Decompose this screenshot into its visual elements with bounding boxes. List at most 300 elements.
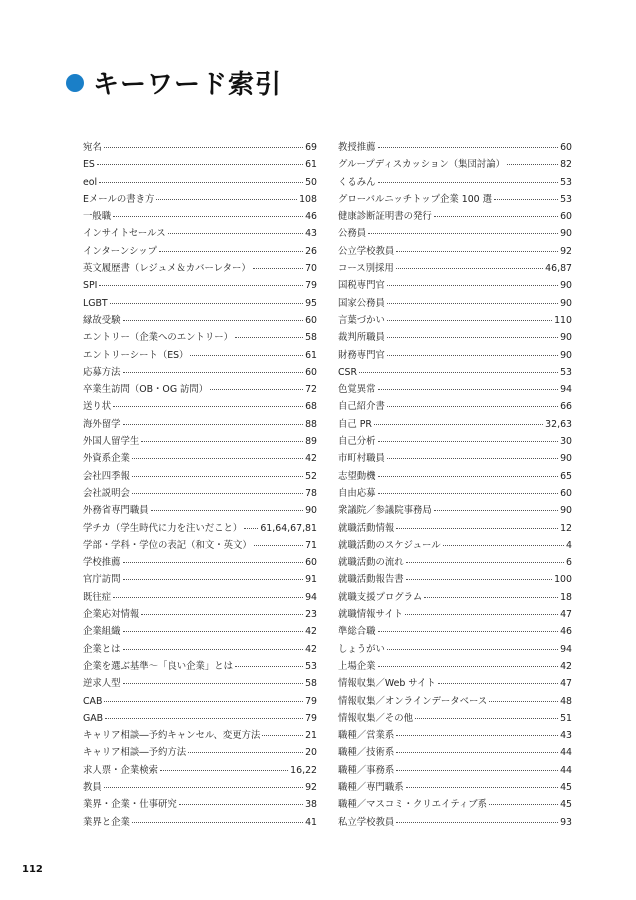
index-entry xyxy=(338,658,572,675)
index-page-ref: 4 xyxy=(566,539,572,551)
index-term: 公務員 xyxy=(338,228,367,240)
index-page-ref: 23 xyxy=(305,609,317,621)
dot-leader xyxy=(104,700,303,702)
index-page-ref: 61,64,67,81 xyxy=(260,522,317,534)
dot-leader xyxy=(141,613,303,615)
index-entry xyxy=(338,312,572,329)
dot-leader xyxy=(235,336,303,338)
index-page-ref: 65 xyxy=(560,470,572,482)
index-entry xyxy=(338,277,572,294)
dot-leader xyxy=(159,250,303,252)
index-page-ref: 92 xyxy=(305,781,317,793)
dot-leader xyxy=(396,250,558,252)
index-page-ref: 45 xyxy=(560,781,572,793)
index-entry xyxy=(83,468,317,485)
index-term: 職種／営業系 xyxy=(338,730,395,742)
index-page-ref: 108 xyxy=(299,193,317,205)
index-page-ref: 26 xyxy=(305,245,317,257)
index-entry xyxy=(338,762,572,779)
index-page-ref: 53 xyxy=(560,193,572,205)
index-term: 準総合職 xyxy=(338,626,376,638)
index-page-ref: 78 xyxy=(305,487,317,499)
dot-leader xyxy=(443,544,564,546)
dot-leader xyxy=(387,284,558,286)
index-term: 就職情報サイト xyxy=(338,609,403,621)
index-entry xyxy=(83,485,317,502)
dot-leader xyxy=(396,821,558,823)
index-entry xyxy=(338,347,572,364)
index-entry xyxy=(83,450,317,467)
index-term: 業界・企業・仕事研究 xyxy=(83,799,177,811)
index-page-ref: 70 xyxy=(305,263,317,275)
index-page-ref: 53 xyxy=(305,660,317,672)
dot-leader xyxy=(434,509,558,511)
index-term: 企業を選ぶ基準〜「良い企業」とは xyxy=(83,660,234,672)
index-page-ref: 82 xyxy=(560,159,572,171)
index-term: 就職支援プログラム xyxy=(338,591,423,603)
index-entry xyxy=(338,554,572,571)
index-page-ref: 89 xyxy=(305,436,317,448)
index-page-ref: 43 xyxy=(305,228,317,240)
index-term: GAB xyxy=(83,712,104,724)
dot-leader xyxy=(123,561,304,563)
dot-leader xyxy=(378,492,559,494)
dot-leader xyxy=(132,457,303,459)
dot-leader xyxy=(378,440,559,442)
index-entry xyxy=(338,139,572,156)
dot-leader xyxy=(123,319,304,321)
index-entry xyxy=(338,744,572,761)
index-page-ref: 47 xyxy=(560,609,572,621)
index-page-ref: 90 xyxy=(560,280,572,292)
index-entry xyxy=(338,623,572,640)
index-column-right xyxy=(338,139,572,831)
dot-leader xyxy=(374,423,543,425)
index-page-ref: 66 xyxy=(560,401,572,413)
index-term: 外務省専門職員 xyxy=(83,505,149,517)
index-term: 応募方法 xyxy=(83,366,121,378)
dot-leader xyxy=(113,215,303,217)
index-page-ref: 61 xyxy=(305,349,317,361)
index-page-ref: 51 xyxy=(560,712,572,724)
dot-leader xyxy=(123,682,304,684)
index-entry xyxy=(83,260,317,277)
dot-leader xyxy=(489,803,558,805)
index-page-ref: 60 xyxy=(305,314,317,326)
index-entry xyxy=(83,693,317,710)
index-entry xyxy=(338,191,572,208)
index-entry xyxy=(338,710,572,727)
index-entry xyxy=(83,744,317,761)
index-entry xyxy=(338,156,572,173)
index-page-ref: 45 xyxy=(560,799,572,811)
index-term: 自由応募 xyxy=(338,487,376,499)
index-page-ref: 47 xyxy=(560,678,572,690)
index-page-ref: 90 xyxy=(305,505,317,517)
index-term: 自己 PR xyxy=(338,418,372,430)
index-page-ref: 46,87 xyxy=(545,263,572,275)
index-term: 言葉づかい xyxy=(338,314,385,326)
index-term: 職種／技術系 xyxy=(338,747,395,759)
dot-leader xyxy=(179,803,303,805)
index-term: 会社説明会 xyxy=(83,487,130,499)
index-term: 縁故受験 xyxy=(83,314,121,326)
index-term: キャリア相談―予約方法 xyxy=(83,747,187,759)
index-term: 学部・学科・学位の表記（和文・英文） xyxy=(83,539,252,551)
index-term: 市町村職員 xyxy=(338,453,385,465)
index-entry xyxy=(338,485,572,502)
dot-leader xyxy=(415,717,558,719)
index-term: エントリー（企業へのエントリー） xyxy=(83,332,234,344)
index-term: SPI xyxy=(83,280,98,292)
index-term: エントリーシート（ES） xyxy=(83,349,189,361)
index-entry xyxy=(338,381,572,398)
index-term: 私立学校教員 xyxy=(338,816,395,828)
index-page-ref: 42 xyxy=(305,626,317,638)
dot-leader xyxy=(406,578,552,580)
index-entry xyxy=(83,156,317,173)
index-entry xyxy=(83,364,317,381)
index-entry xyxy=(338,225,572,242)
dot-leader xyxy=(99,181,303,183)
index-page-ref: 79 xyxy=(305,695,317,707)
index-term: 会社四季報 xyxy=(83,470,130,482)
index-page-ref: 95 xyxy=(305,297,317,309)
index-entry xyxy=(83,796,317,813)
index-term: グループディスカッション（集団討論） xyxy=(338,159,505,171)
dot-leader xyxy=(387,648,558,650)
index-term: 財務専門官 xyxy=(338,349,385,361)
dot-leader xyxy=(97,163,303,165)
dot-leader xyxy=(104,786,303,788)
index-term: インサイトセールス xyxy=(83,228,166,240)
index-entry xyxy=(338,571,572,588)
dot-leader xyxy=(368,232,558,234)
index-term: 衆議院／参議院事務局 xyxy=(338,505,432,517)
index-term: CSR xyxy=(338,366,358,378)
index-term: 海外留学 xyxy=(83,418,121,430)
index-page-ref: 52 xyxy=(305,470,317,482)
dot-leader xyxy=(387,319,552,321)
index-entry xyxy=(83,243,317,260)
index-term: 逆求人型 xyxy=(83,678,121,690)
index-page-ref: 30 xyxy=(560,436,572,448)
index-entry xyxy=(83,727,317,744)
index-page-ref: 90 xyxy=(560,297,572,309)
index-entry xyxy=(338,589,572,606)
index-page-ref: 20 xyxy=(305,747,317,759)
index-term: 自己紹介書 xyxy=(338,401,385,413)
index-page-ref: 92 xyxy=(560,245,572,257)
index-term: コース別採用 xyxy=(338,263,394,275)
index-entry xyxy=(83,174,317,191)
index-term: 情報収集／オンラインデータベース xyxy=(338,695,488,707)
dot-leader xyxy=(244,527,258,529)
index-entry xyxy=(83,658,317,675)
dot-leader xyxy=(110,302,303,304)
dot-leader xyxy=(489,700,558,702)
dot-leader xyxy=(387,405,558,407)
index-page-ref: 58 xyxy=(305,332,317,344)
index-entry xyxy=(83,589,317,606)
index-page-ref: 88 xyxy=(305,418,317,430)
dot-leader xyxy=(396,769,558,771)
dot-leader xyxy=(378,665,559,667)
index-entry xyxy=(83,295,317,312)
dot-leader xyxy=(507,163,558,165)
index-entry xyxy=(338,174,572,191)
index-page-ref: 46 xyxy=(305,211,317,223)
index-term: ES xyxy=(83,159,95,171)
index-term: しょうがい xyxy=(338,643,385,655)
index-page-ref: 110 xyxy=(554,314,572,326)
dot-leader xyxy=(396,751,558,753)
index-entry xyxy=(338,779,572,796)
dot-leader xyxy=(113,405,303,407)
index-entry xyxy=(83,623,317,640)
index-entry xyxy=(338,433,572,450)
index-entry xyxy=(338,450,572,467)
index-page-ref: 32,63 xyxy=(545,418,572,430)
index-term: 国家公務員 xyxy=(338,297,385,309)
dot-leader xyxy=(168,232,303,234)
index-term: キャリア相談―予約キャンセル、変更方法 xyxy=(83,730,261,742)
index-entry xyxy=(338,364,572,381)
dot-leader xyxy=(188,751,303,753)
dot-leader xyxy=(123,371,304,373)
index-entry xyxy=(83,710,317,727)
index-term: 企業組織 xyxy=(83,626,121,638)
index-page-ref: 21 xyxy=(305,730,317,742)
index-entry xyxy=(83,520,317,537)
index-entry xyxy=(83,225,317,242)
index-entry xyxy=(83,502,317,519)
dot-leader xyxy=(132,492,303,494)
index-page-ref: 60 xyxy=(305,557,317,569)
dot-leader xyxy=(104,146,303,148)
index-entry xyxy=(83,277,317,294)
index-entry xyxy=(338,814,572,831)
index-entry xyxy=(338,537,572,554)
index-term: 教員 xyxy=(83,781,102,793)
dot-leader xyxy=(160,769,288,771)
index-entry xyxy=(338,693,572,710)
index-page-ref: 60 xyxy=(560,142,572,153)
index-term: 教授推薦 xyxy=(338,142,376,153)
index-page-ref: 16,22 xyxy=(290,764,317,776)
index-entry xyxy=(83,675,317,692)
index-entry xyxy=(83,416,317,433)
index-term: 裁判所職員 xyxy=(338,332,385,344)
index-term: CAB xyxy=(83,695,103,707)
index-page-ref: 44 xyxy=(560,747,572,759)
index-entry xyxy=(338,416,572,433)
dot-leader xyxy=(262,734,303,736)
index-term: 情報収集／その他 xyxy=(338,712,414,724)
index-term: Eメールの書き方 xyxy=(83,193,155,205)
index-page-ref: 94 xyxy=(560,384,572,396)
index-page-ref: 60 xyxy=(305,366,317,378)
index-page-ref: 90 xyxy=(560,349,572,361)
index-term: 国税専門官 xyxy=(338,280,385,292)
index-page-ref: 90 xyxy=(560,332,572,344)
index-page-ref: 71 xyxy=(305,539,317,551)
index-term: 学チカ（学生時代に力を注いだこと） xyxy=(83,522,243,534)
dot-leader xyxy=(378,146,559,148)
index-entry xyxy=(83,347,317,364)
dot-leader xyxy=(113,596,303,598)
dot-leader xyxy=(387,354,558,356)
dot-leader xyxy=(105,717,303,719)
index-term: eol xyxy=(83,176,98,188)
index-page-ref: 42 xyxy=(560,660,572,672)
dot-leader xyxy=(123,630,304,632)
index-page-ref: 94 xyxy=(305,591,317,603)
dot-leader xyxy=(494,198,558,200)
index-entry xyxy=(83,571,317,588)
dot-leader xyxy=(123,423,304,425)
index-entry xyxy=(338,468,572,485)
dot-leader xyxy=(359,371,558,373)
index-term: 既往症 xyxy=(83,591,112,603)
dot-leader xyxy=(378,630,559,632)
index-entry xyxy=(83,814,317,831)
dot-leader xyxy=(396,734,558,736)
index-entry xyxy=(338,520,572,537)
dot-leader xyxy=(396,267,543,269)
dot-leader xyxy=(387,302,558,304)
dot-leader xyxy=(387,457,558,459)
index-page-ref: 69 xyxy=(305,142,317,153)
index-term: 外国人留学生 xyxy=(83,436,140,448)
index-entry xyxy=(83,312,317,329)
index-page-ref: 68 xyxy=(305,401,317,413)
index-page-ref: 100 xyxy=(554,574,572,586)
index-term: 自己分析 xyxy=(338,436,376,448)
index-term: 健康診断証明書の発行 xyxy=(338,211,432,223)
index-entry xyxy=(83,554,317,571)
index-term: 公立学校教員 xyxy=(338,245,395,257)
index-page-ref: 38 xyxy=(305,799,317,811)
page-header xyxy=(66,64,282,101)
dot-leader xyxy=(378,475,559,477)
index-entry xyxy=(83,191,317,208)
index-term: 職種／事務系 xyxy=(338,764,395,776)
index-page-ref: 43 xyxy=(560,730,572,742)
index-page-ref: 72 xyxy=(305,384,317,396)
dot-leader xyxy=(424,596,558,598)
index-entry xyxy=(338,502,572,519)
index-term: 就職活動報告書 xyxy=(338,574,404,586)
dot-leader xyxy=(254,544,303,546)
index-page-ref: 90 xyxy=(560,453,572,465)
dot-leader xyxy=(253,267,303,269)
index-page-ref: 44 xyxy=(560,764,572,776)
index-term: くるみん xyxy=(338,176,376,188)
index-entry xyxy=(338,295,572,312)
dot-leader xyxy=(99,284,303,286)
index-page-ref: 60 xyxy=(560,487,572,499)
index-term: 外資系企業 xyxy=(83,453,130,465)
index-term: 企業応対情報 xyxy=(83,609,140,621)
dot-leader xyxy=(387,336,558,338)
index-page-ref: 42 xyxy=(305,643,317,655)
index-entry xyxy=(338,727,572,744)
dot-leader xyxy=(438,682,558,684)
dot-leader xyxy=(151,509,303,511)
index-entry xyxy=(83,139,317,156)
index-term: 就職活動のスケジュール xyxy=(338,539,441,551)
dot-leader xyxy=(132,475,303,477)
index-entry xyxy=(83,208,317,225)
index-page-ref: 6 xyxy=(566,557,572,569)
index-page-ref: 93 xyxy=(560,816,572,828)
bullet-dot-icon xyxy=(66,74,84,92)
index-entry xyxy=(338,606,572,623)
index-entry xyxy=(83,433,317,450)
index-entry xyxy=(338,329,572,346)
dot-leader xyxy=(132,821,303,823)
index-entry xyxy=(83,606,317,623)
index-term: 一般職 xyxy=(83,211,112,223)
index-page-ref: 60 xyxy=(560,211,572,223)
index-entry xyxy=(83,762,317,779)
dot-leader xyxy=(396,527,558,529)
dot-leader xyxy=(190,354,303,356)
index-term: LGBT xyxy=(83,297,108,309)
index-page-ref: 94 xyxy=(560,643,572,655)
index-entry xyxy=(338,243,572,260)
dot-leader xyxy=(123,578,304,580)
dot-leader xyxy=(210,388,303,390)
index-term: 英文履歴書（レジュメ＆カバーレター） xyxy=(83,263,251,275)
index-page-ref: 79 xyxy=(305,712,317,724)
index-term: 情報収集／Web サイト xyxy=(338,678,436,690)
dot-leader xyxy=(405,613,558,615)
index-page-ref: 58 xyxy=(305,678,317,690)
index-entry xyxy=(338,208,572,225)
index-entry xyxy=(83,329,317,346)
index-term: 上場企業 xyxy=(338,660,376,672)
dot-leader xyxy=(156,198,297,200)
page-number: 112 xyxy=(22,864,43,875)
index-term: 求人票・企業検索 xyxy=(83,764,159,776)
index-page-ref: 42 xyxy=(305,453,317,465)
index-term: グローバルニッチトップ企業 100 選 xyxy=(338,193,492,205)
index-entry xyxy=(83,398,317,415)
index-page-ref: 90 xyxy=(560,505,572,517)
index-term: 宛名 xyxy=(83,142,102,153)
index-term: 送り状 xyxy=(83,401,112,413)
dot-leader xyxy=(434,215,558,217)
index-term: 志望動機 xyxy=(338,470,376,482)
index-page-ref: 50 xyxy=(305,176,317,188)
index-term: 職種／マスコミ・クリエイティブ系 xyxy=(338,799,488,811)
index-term: 業界と企業 xyxy=(83,816,130,828)
index-page-ref: 18 xyxy=(560,591,572,603)
dot-leader xyxy=(235,665,303,667)
index-term: 就職活動の流れ xyxy=(338,557,404,569)
dot-leader xyxy=(406,786,558,788)
index-term: 就職活動情報 xyxy=(338,522,395,534)
index-page-ref: 48 xyxy=(560,695,572,707)
index-entry xyxy=(83,641,317,658)
index-entry xyxy=(338,675,572,692)
index-entry xyxy=(83,381,317,398)
index-term: 卒業生訪問（OB・OG 訪問） xyxy=(83,384,209,396)
index-term: 学校推薦 xyxy=(83,557,121,569)
index-column-left xyxy=(83,139,317,831)
